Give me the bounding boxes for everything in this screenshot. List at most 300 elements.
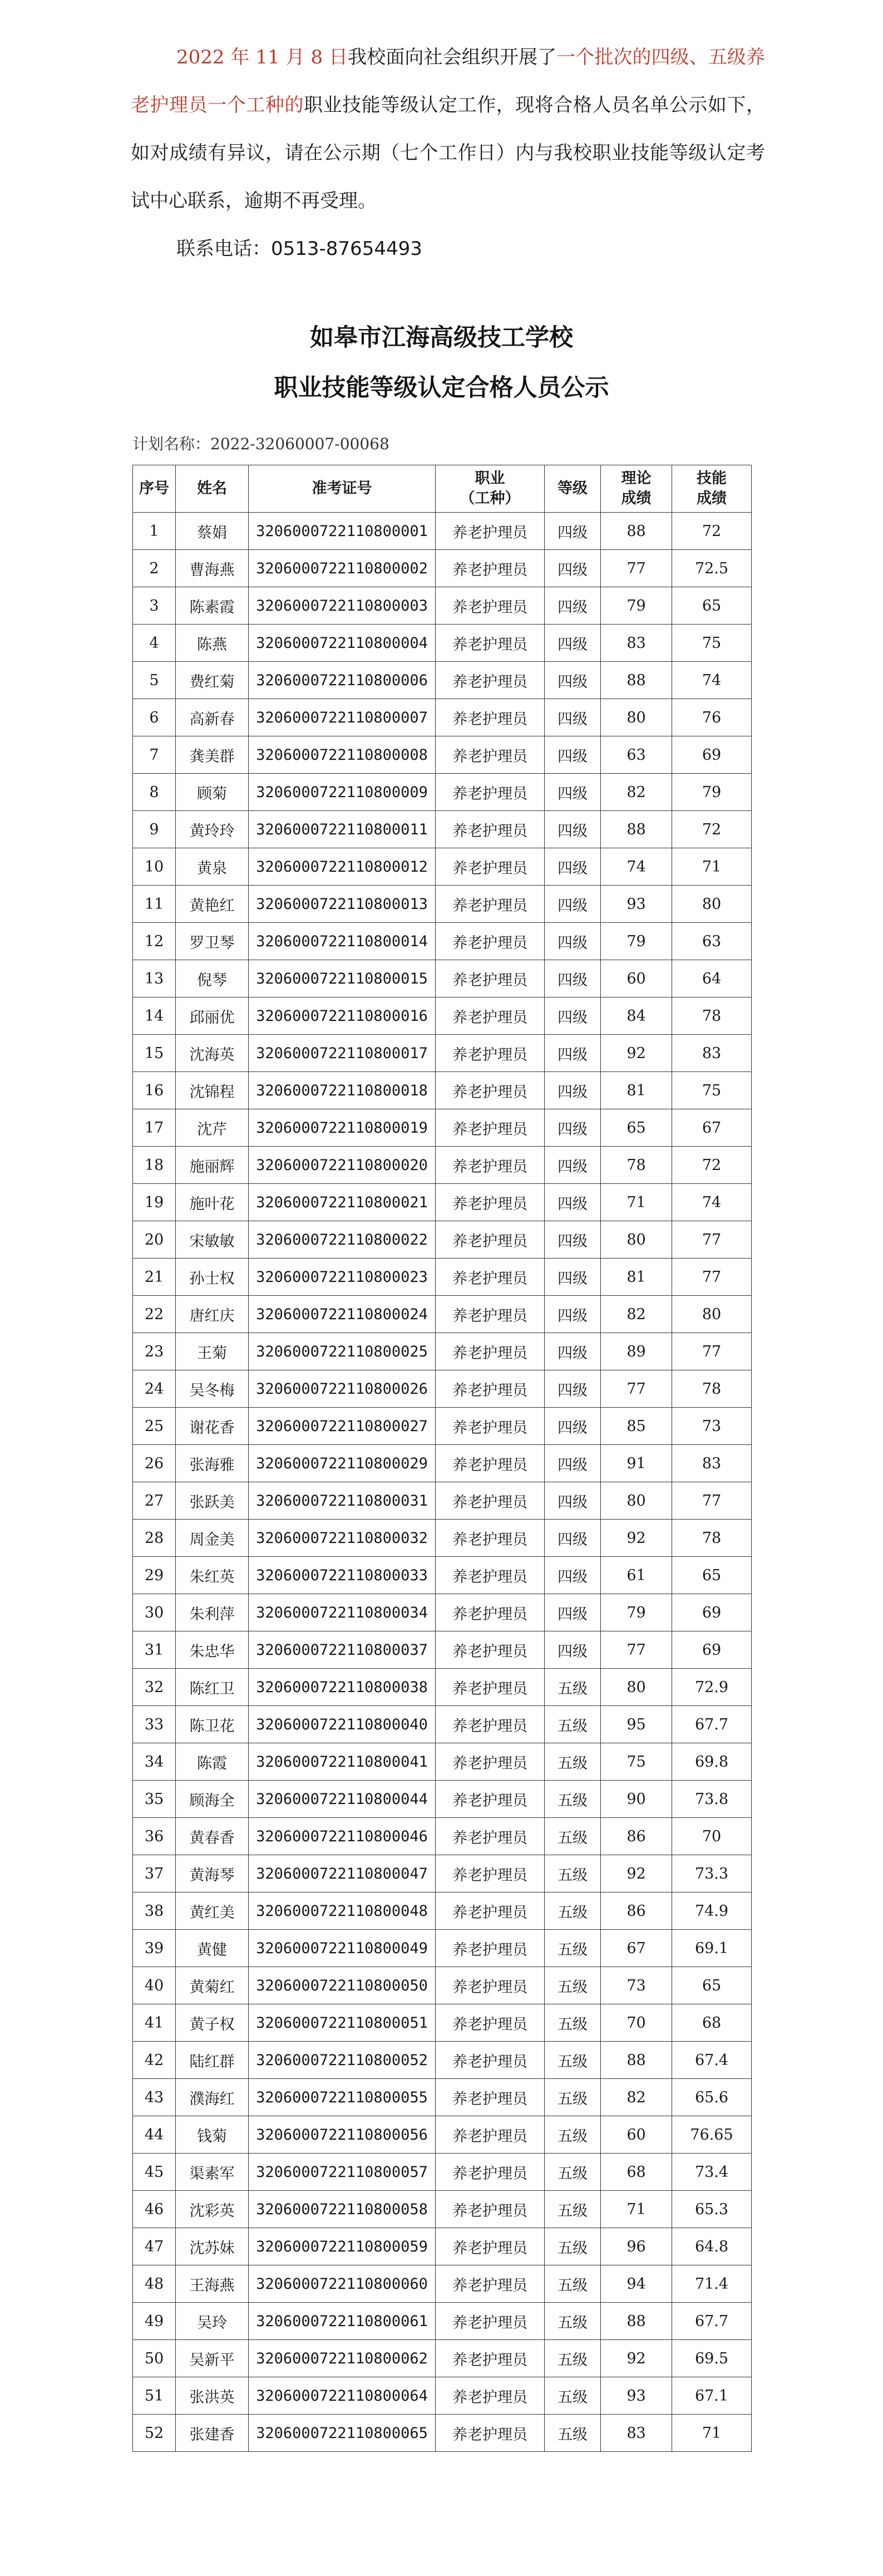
cell-level: 五级 bbox=[545, 1892, 601, 1930]
cell-exam-number: 3206000722110800033 bbox=[249, 1557, 436, 1594]
table-row bbox=[133, 1520, 752, 1557]
cell-level: 四级 bbox=[545, 811, 601, 848]
table-row bbox=[133, 587, 752, 625]
cell-index: 18 bbox=[133, 1147, 176, 1184]
cell-skill-score: 72 bbox=[672, 811, 752, 848]
roster-table bbox=[132, 465, 752, 2452]
table-row bbox=[133, 1147, 752, 1184]
cell-exam-number: 3206000722110800012 bbox=[249, 848, 436, 886]
cell-exam-number: 3206000722110800048 bbox=[249, 1892, 436, 1930]
cell-name: 张建香 bbox=[176, 2415, 249, 2452]
cell-name: 谢花香 bbox=[176, 1408, 249, 1445]
cell-index: 14 bbox=[133, 997, 176, 1035]
cell-index: 52 bbox=[133, 2415, 176, 2452]
cell-name: 陈红卫 bbox=[176, 1669, 249, 1706]
cell-level: 五级 bbox=[545, 2265, 601, 2303]
cell-occupation: 养老护理员 bbox=[436, 587, 545, 625]
cell-occupation: 养老护理员 bbox=[436, 1482, 545, 1520]
cell-skill-score: 68 bbox=[672, 2004, 752, 2042]
cell-exam-number: 3206000722110800056 bbox=[249, 2116, 436, 2154]
cell-exam-number: 3206000722110800018 bbox=[249, 1072, 436, 1109]
cell-occupation: 养老护理员 bbox=[436, 923, 545, 960]
cell-name: 吴新平 bbox=[176, 2340, 249, 2377]
table-row bbox=[133, 811, 752, 848]
cell-occupation: 养老护理员 bbox=[436, 1109, 545, 1147]
cell-skill-score: 80 bbox=[672, 1296, 752, 1333]
cell-name: 陈素霞 bbox=[176, 587, 249, 625]
table-row bbox=[133, 774, 752, 811]
cell-theory-score: 73 bbox=[601, 1967, 672, 2004]
cell-level: 五级 bbox=[545, 2079, 601, 2116]
cell-level: 五级 bbox=[545, 2340, 601, 2377]
header-occupation: 职业 （工种） bbox=[436, 465, 545, 513]
cell-occupation: 养老护理员 bbox=[436, 2228, 545, 2265]
cell-occupation: 养老护理员 bbox=[436, 774, 545, 811]
cell-theory-score: 88 bbox=[601, 662, 672, 699]
cell-index: 5 bbox=[133, 662, 176, 699]
cell-skill-score: 67.1 bbox=[672, 2377, 752, 2415]
cell-index: 16 bbox=[133, 1072, 176, 1109]
cell-name: 施叶花 bbox=[176, 1184, 249, 1221]
cell-exam-number: 3206000722110800061 bbox=[249, 2303, 436, 2340]
cell-occupation: 养老护理员 bbox=[436, 699, 545, 736]
cell-name: 吴冬梅 bbox=[176, 1370, 249, 1408]
cell-skill-score: 77 bbox=[672, 1333, 752, 1370]
header-skill-score: 技能 成绩 bbox=[672, 465, 752, 513]
cell-index: 3 bbox=[133, 587, 176, 625]
cell-exam-number: 3206000722110800034 bbox=[249, 1594, 436, 1631]
cell-level: 四级 bbox=[545, 1333, 601, 1370]
cell-exam-number: 3206000722110800006 bbox=[249, 662, 436, 699]
table-row bbox=[133, 960, 752, 997]
cell-index: 34 bbox=[133, 1743, 176, 1781]
cell-index: 26 bbox=[133, 1445, 176, 1482]
cell-name: 龚美群 bbox=[176, 736, 249, 774]
cell-occupation: 养老护理员 bbox=[436, 2340, 545, 2377]
table-row bbox=[133, 1035, 752, 1072]
table-row bbox=[133, 2303, 752, 2340]
notice-date: 2022 年 11 月 8 日 bbox=[176, 46, 348, 68]
cell-name: 王海燕 bbox=[176, 2265, 249, 2303]
cell-exam-number: 3206000722110800044 bbox=[249, 1781, 436, 1818]
notice bbox=[131, 33, 765, 273]
cell-occupation: 养老护理员 bbox=[436, 2303, 545, 2340]
cell-theory-score: 80 bbox=[601, 1669, 672, 1706]
cell-index: 20 bbox=[133, 1221, 176, 1258]
table-row bbox=[133, 2154, 752, 2191]
cell-theory-score: 85 bbox=[601, 1408, 672, 1445]
cell-skill-score: 74.9 bbox=[672, 1892, 752, 1930]
cell-occupation: 养老护理员 bbox=[436, 886, 545, 923]
cell-skill-score: 73.4 bbox=[672, 2154, 752, 2191]
cell-index: 28 bbox=[133, 1520, 176, 1557]
cell-name: 孙士权 bbox=[176, 1258, 249, 1296]
table-row bbox=[133, 1296, 752, 1333]
cell-exam-number: 3206000722110800025 bbox=[249, 1333, 436, 1370]
cell-exam-number: 3206000722110800037 bbox=[249, 1631, 436, 1669]
cell-name: 王菊 bbox=[176, 1333, 249, 1370]
cell-index: 38 bbox=[133, 1892, 176, 1930]
cell-index: 29 bbox=[133, 1557, 176, 1594]
cell-level: 四级 bbox=[545, 625, 601, 662]
cell-theory-score: 70 bbox=[601, 2004, 672, 2042]
cell-theory-score: 71 bbox=[601, 2191, 672, 2228]
cell-theory-score: 92 bbox=[601, 1520, 672, 1557]
cell-level: 五级 bbox=[545, 1781, 601, 1818]
cell-theory-score: 78 bbox=[601, 1147, 672, 1184]
cell-exam-number: 3206000722110800022 bbox=[249, 1221, 436, 1258]
cell-theory-score: 79 bbox=[601, 923, 672, 960]
cell-index: 31 bbox=[133, 1631, 176, 1669]
cell-name: 沈海英 bbox=[176, 1035, 249, 1072]
contact-line bbox=[176, 225, 765, 273]
cell-exam-number: 3206000722110800038 bbox=[249, 1669, 436, 1706]
table-body bbox=[133, 513, 752, 2452]
cell-index: 8 bbox=[133, 774, 176, 811]
cell-theory-score: 95 bbox=[601, 1706, 672, 1743]
cell-skill-score: 69.1 bbox=[672, 1930, 752, 1967]
cell-name: 沈芹 bbox=[176, 1109, 249, 1147]
cell-theory-score: 86 bbox=[601, 1818, 672, 1855]
cell-level: 四级 bbox=[545, 886, 601, 923]
cell-name: 顾菊 bbox=[176, 774, 249, 811]
cell-theory-score: 65 bbox=[601, 1109, 672, 1147]
cell-level: 四级 bbox=[545, 1184, 601, 1221]
cell-skill-score: 69 bbox=[672, 736, 752, 774]
table-row bbox=[133, 1370, 752, 1408]
cell-name: 周金美 bbox=[176, 1520, 249, 1557]
table-row bbox=[133, 923, 752, 960]
cell-theory-score: 67 bbox=[601, 1930, 672, 1967]
cell-level: 五级 bbox=[545, 1855, 601, 1892]
cell-index: 1 bbox=[133, 513, 176, 550]
cell-level: 四级 bbox=[545, 699, 601, 736]
cell-theory-score: 79 bbox=[601, 587, 672, 625]
table-row bbox=[133, 1072, 752, 1109]
table-row bbox=[133, 1669, 752, 1706]
cell-occupation: 养老护理员 bbox=[436, 1967, 545, 2004]
cell-occupation: 养老护理员 bbox=[436, 1520, 545, 1557]
table-row bbox=[133, 1333, 752, 1370]
cell-level: 四级 bbox=[545, 1557, 601, 1594]
cell-occupation: 养老护理员 bbox=[436, 736, 545, 774]
cell-occupation: 养老护理员 bbox=[436, 960, 545, 997]
cell-occupation: 养老护理员 bbox=[436, 550, 545, 587]
cell-theory-score: 82 bbox=[601, 1296, 672, 1333]
cell-skill-score: 78 bbox=[672, 1520, 752, 1557]
cell-name: 黄红美 bbox=[176, 1892, 249, 1930]
cell-skill-score: 65.6 bbox=[672, 2079, 752, 2116]
cell-name: 高新春 bbox=[176, 699, 249, 736]
cell-name: 濮海红 bbox=[176, 2079, 249, 2116]
cell-theory-score: 93 bbox=[601, 886, 672, 923]
cell-level: 四级 bbox=[545, 587, 601, 625]
header-exam-number: 准考证号 bbox=[249, 465, 436, 513]
cell-occupation: 养老护理员 bbox=[436, 2154, 545, 2191]
cell-exam-number: 3206000722110800014 bbox=[249, 923, 436, 960]
cell-exam-number: 3206000722110800047 bbox=[249, 1855, 436, 1892]
notice-batch: 一个批次的四级、五级养老护理员一个工种的 bbox=[131, 46, 766, 116]
cell-theory-score: 91 bbox=[601, 1445, 672, 1482]
cell-occupation: 养老护理员 bbox=[436, 1035, 545, 1072]
cell-exam-number: 3206000722110800027 bbox=[249, 1408, 436, 1445]
cell-skill-score: 67.7 bbox=[672, 1706, 752, 1743]
cell-name: 顾海全 bbox=[176, 1781, 249, 1818]
cell-occupation: 养老护理员 bbox=[436, 1408, 545, 1445]
contact-label: 联系电话： bbox=[176, 238, 271, 260]
cell-name: 费红菊 bbox=[176, 662, 249, 699]
cell-theory-score: 79 bbox=[601, 1594, 672, 1631]
cell-name: 张海雅 bbox=[176, 1445, 249, 1482]
cell-name: 朱红英 bbox=[176, 1557, 249, 1594]
cell-theory-score: 92 bbox=[601, 1035, 672, 1072]
cell-name: 黄健 bbox=[176, 1930, 249, 1967]
cell-exam-number: 3206000722110800007 bbox=[249, 699, 436, 736]
cell-exam-number: 3206000722110800031 bbox=[249, 1482, 436, 1520]
table-row bbox=[133, 1781, 752, 1818]
cell-theory-score: 61 bbox=[601, 1557, 672, 1594]
cell-occupation: 养老护理员 bbox=[436, 1781, 545, 1818]
cell-index: 2 bbox=[133, 550, 176, 587]
cell-index: 24 bbox=[133, 1370, 176, 1408]
cell-theory-score: 90 bbox=[601, 1781, 672, 1818]
table-row bbox=[133, 1631, 752, 1669]
cell-index: 21 bbox=[133, 1258, 176, 1296]
table-row bbox=[133, 699, 752, 736]
cell-name: 唐红庆 bbox=[176, 1296, 249, 1333]
cell-occupation: 养老护理员 bbox=[436, 1258, 545, 1296]
cell-theory-score: 94 bbox=[601, 2265, 672, 2303]
cell-level: 四级 bbox=[545, 1408, 601, 1445]
cell-name: 渠素军 bbox=[176, 2154, 249, 2191]
cell-theory-score: 71 bbox=[601, 1184, 672, 1221]
table-row bbox=[133, 513, 752, 550]
cell-theory-score: 80 bbox=[601, 1482, 672, 1520]
cell-theory-score: 80 bbox=[601, 1221, 672, 1258]
cell-occupation: 养老护理员 bbox=[436, 1669, 545, 1706]
cell-skill-score: 63 bbox=[672, 923, 752, 960]
cell-skill-score: 65 bbox=[672, 587, 752, 625]
cell-exam-number: 3206000722110800058 bbox=[249, 2191, 436, 2228]
cell-skill-score: 77 bbox=[672, 1258, 752, 1296]
cell-occupation: 养老护理员 bbox=[436, 1855, 545, 1892]
cell-index: 39 bbox=[133, 1930, 176, 1967]
cell-name: 黄子权 bbox=[176, 2004, 249, 2042]
cell-occupation: 养老护理员 bbox=[436, 1594, 545, 1631]
cell-index: 45 bbox=[133, 2154, 176, 2191]
cell-level: 五级 bbox=[545, 2228, 601, 2265]
cell-index: 49 bbox=[133, 2303, 176, 2340]
cell-level: 四级 bbox=[545, 960, 601, 997]
cell-name: 蔡娟 bbox=[176, 513, 249, 550]
cell-exam-number: 3206000722110800008 bbox=[249, 736, 436, 774]
cell-index: 15 bbox=[133, 1035, 176, 1072]
notice-title: 职业技能等级认定合格人员公示 bbox=[274, 374, 609, 402]
cell-index: 22 bbox=[133, 1296, 176, 1333]
cell-level: 五级 bbox=[545, 2154, 601, 2191]
cell-occupation: 养老护理员 bbox=[436, 1743, 545, 1781]
table-row bbox=[133, 2415, 752, 2452]
cell-exam-number: 3206000722110800015 bbox=[249, 960, 436, 997]
cell-theory-score: 83 bbox=[601, 625, 672, 662]
cell-skill-score: 67.7 bbox=[672, 2303, 752, 2340]
cell-theory-score: 68 bbox=[601, 2154, 672, 2191]
table-row bbox=[133, 2079, 752, 2116]
table-row bbox=[133, 1184, 752, 1221]
table-row bbox=[133, 2116, 752, 2154]
cell-index: 33 bbox=[133, 1706, 176, 1743]
table-row bbox=[133, 1930, 752, 1967]
cell-skill-score: 65.3 bbox=[672, 2191, 752, 2228]
cell-index: 30 bbox=[133, 1594, 176, 1631]
cell-occupation: 养老护理员 bbox=[436, 1445, 545, 1482]
cell-name: 陈卫花 bbox=[176, 1706, 249, 1743]
cell-skill-score: 73.3 bbox=[672, 1855, 752, 1892]
cell-level: 五级 bbox=[545, 2377, 601, 2415]
table-row bbox=[133, 1482, 752, 1520]
cell-exam-number: 3206000722110800029 bbox=[249, 1445, 436, 1482]
cell-exam-number: 3206000722110800064 bbox=[249, 2377, 436, 2415]
cell-theory-score: 77 bbox=[601, 550, 672, 587]
cell-index: 11 bbox=[133, 886, 176, 923]
cell-level: 五级 bbox=[545, 2191, 601, 2228]
cell-theory-score: 82 bbox=[601, 2079, 672, 2116]
cell-level: 五级 bbox=[545, 2042, 601, 2079]
cell-skill-score: 69 bbox=[672, 1594, 752, 1631]
cell-exam-number: 3206000722110800016 bbox=[249, 997, 436, 1035]
table-row bbox=[133, 1818, 752, 1855]
cell-occupation: 养老护理员 bbox=[436, 1370, 545, 1408]
cell-skill-score: 77 bbox=[672, 1221, 752, 1258]
cell-exam-number: 3206000722110800023 bbox=[249, 1258, 436, 1296]
header-index: 序号 bbox=[133, 465, 176, 513]
cell-skill-score: 74 bbox=[672, 662, 752, 699]
cell-level: 五级 bbox=[545, 2303, 601, 2340]
cell-theory-score: 77 bbox=[601, 1631, 672, 1669]
table-row bbox=[133, 1855, 752, 1892]
cell-skill-score: 72 bbox=[672, 1147, 752, 1184]
cell-skill-score: 67.4 bbox=[672, 2042, 752, 2079]
cell-skill-score: 73 bbox=[672, 1408, 752, 1445]
cell-name: 倪琴 bbox=[176, 960, 249, 997]
notice-text-2: 职业技能等级认定工作，现将合格人员名单公示如下，如对成绩有异议，请在公示期（七个工作日）内与我校职业技能等级认定考试中心联系，逾期不再受理。 bbox=[131, 94, 765, 212]
cell-name: 曹海燕 bbox=[176, 550, 249, 587]
table-row bbox=[133, 1408, 752, 1445]
cell-occupation: 养老护理员 bbox=[436, 1818, 545, 1855]
cell-skill-score: 76.65 bbox=[672, 2116, 752, 2154]
cell-name: 沈彩英 bbox=[176, 2191, 249, 2228]
table-row bbox=[133, 997, 752, 1035]
table-row bbox=[133, 625, 752, 662]
cell-name: 罗卫琴 bbox=[176, 923, 249, 960]
header-name: 姓名 bbox=[176, 465, 249, 513]
cell-occupation: 养老护理员 bbox=[436, 2415, 545, 2452]
cell-skill-score: 64.8 bbox=[672, 2228, 752, 2265]
cell-index: 44 bbox=[133, 2116, 176, 2154]
table-row bbox=[133, 1594, 752, 1631]
cell-name: 陈燕 bbox=[176, 625, 249, 662]
cell-skill-score: 72 bbox=[672, 513, 752, 550]
cell-name: 黄菊红 bbox=[176, 1967, 249, 2004]
cell-theory-score: 81 bbox=[601, 1258, 672, 1296]
cell-occupation: 养老护理员 bbox=[436, 2079, 545, 2116]
cell-theory-score: 75 bbox=[601, 1743, 672, 1781]
cell-skill-score: 65 bbox=[672, 1967, 752, 2004]
cell-skill-score: 78 bbox=[672, 997, 752, 1035]
cell-exam-number: 3206000722110800003 bbox=[249, 587, 436, 625]
cell-exam-number: 3206000722110800009 bbox=[249, 774, 436, 811]
table-row bbox=[133, 1221, 752, 1258]
cell-skill-score: 76 bbox=[672, 699, 752, 736]
cell-skill-score: 65 bbox=[672, 1557, 752, 1594]
header-level: 等级 bbox=[545, 465, 601, 513]
cell-index: 46 bbox=[133, 2191, 176, 2228]
cell-theory-score: 80 bbox=[601, 699, 672, 736]
cell-occupation: 养老护理员 bbox=[436, 1557, 545, 1594]
notice-text-1: 我校面向社会组织开展了 bbox=[348, 46, 557, 68]
cell-level: 五级 bbox=[545, 1930, 601, 1967]
cell-theory-score: 74 bbox=[601, 848, 672, 886]
cell-index: 48 bbox=[133, 2265, 176, 2303]
cell-name: 黄艳红 bbox=[176, 886, 249, 923]
cell-name: 黄春香 bbox=[176, 1818, 249, 1855]
cell-occupation: 养老护理员 bbox=[436, 2116, 545, 2154]
cell-occupation: 养老护理员 bbox=[436, 1072, 545, 1109]
cell-index: 17 bbox=[133, 1109, 176, 1147]
cell-level: 四级 bbox=[545, 1482, 601, 1520]
cell-occupation: 养老护理员 bbox=[436, 1892, 545, 1930]
cell-skill-score: 73.8 bbox=[672, 1781, 752, 1818]
table-row bbox=[133, 2377, 752, 2415]
cell-index: 7 bbox=[133, 736, 176, 774]
cell-occupation: 养老护理员 bbox=[436, 1184, 545, 1221]
table-row bbox=[133, 2340, 752, 2377]
cell-exam-number: 3206000722110800051 bbox=[249, 2004, 436, 2042]
cell-skill-score: 83 bbox=[672, 1445, 752, 1482]
cell-occupation: 养老护理员 bbox=[436, 1631, 545, 1669]
table-row bbox=[133, 550, 752, 587]
cell-exam-number: 3206000722110800065 bbox=[249, 2415, 436, 2452]
cell-level: 四级 bbox=[545, 774, 601, 811]
cell-level: 五级 bbox=[545, 2116, 601, 2154]
cell-skill-score: 71.4 bbox=[672, 2265, 752, 2303]
cell-level: 五级 bbox=[545, 2004, 601, 2042]
cell-occupation: 养老护理员 bbox=[436, 848, 545, 886]
cell-index: 50 bbox=[133, 2340, 176, 2377]
cell-skill-score: 72.9 bbox=[672, 1669, 752, 1706]
cell-skill-score: 71 bbox=[672, 848, 752, 886]
cell-exam-number: 3206000722110800002 bbox=[249, 550, 436, 587]
cell-name: 张洪英 bbox=[176, 2377, 249, 2415]
cell-skill-score: 80 bbox=[672, 886, 752, 923]
cell-theory-score: 83 bbox=[601, 2415, 672, 2452]
cell-occupation: 养老护理员 bbox=[436, 2042, 545, 2079]
cell-name: 吴玲 bbox=[176, 2303, 249, 2340]
cell-name: 黄玲玲 bbox=[176, 811, 249, 848]
cell-exam-number: 3206000722110800052 bbox=[249, 2042, 436, 2079]
cell-occupation: 养老护理员 bbox=[436, 2265, 545, 2303]
cell-index: 12 bbox=[133, 923, 176, 960]
cell-name: 邱丽优 bbox=[176, 997, 249, 1035]
cell-exam-number: 3206000722110800046 bbox=[249, 1818, 436, 1855]
cell-name: 黄泉 bbox=[176, 848, 249, 886]
cell-theory-score: 86 bbox=[601, 1892, 672, 1930]
cell-exam-number: 3206000722110800049 bbox=[249, 1930, 436, 1967]
cell-index: 13 bbox=[133, 960, 176, 997]
cell-level: 四级 bbox=[545, 1296, 601, 1333]
cell-skill-score: 78 bbox=[672, 1370, 752, 1408]
cell-skill-score: 79 bbox=[672, 774, 752, 811]
